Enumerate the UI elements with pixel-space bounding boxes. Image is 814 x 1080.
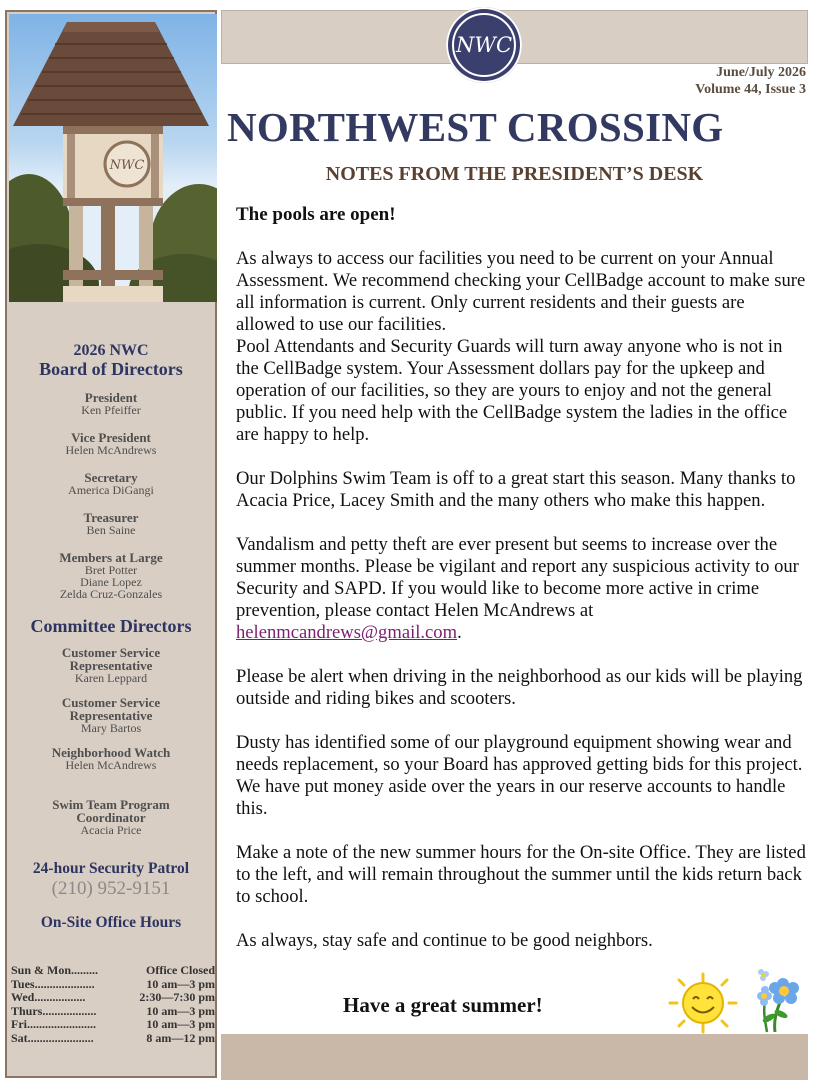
article-paragraph: Make a note of the new summer hours for the On-site Office. They are listed to the left, and will remain throughout the summer until the kids return back to school. — [236, 842, 806, 907]
board-name: Ben Saine — [86, 523, 136, 537]
bottom-band — [221, 1034, 808, 1080]
committee-name: Mary Bartos — [80, 721, 142, 735]
hours-day: Sat...................... — [11, 1030, 94, 1045]
board-list — [7, 391, 215, 600]
committee-role: Customer Service — [61, 695, 161, 710]
board-name: Bret Potter — [84, 563, 138, 577]
office-hours-table — [11, 964, 215, 1046]
committee-role: Coordinator — [76, 810, 146, 825]
article-body — [236, 204, 806, 974]
security-phone[interactable]: (210) 952-9151 — [51, 878, 171, 899]
committee-role: Customer Service — [61, 645, 161, 660]
office-hours-title: On-Site Office Hours — [40, 914, 182, 931]
hours-row — [11, 991, 215, 1005]
sidebar-directory — [7, 304, 215, 932]
article-paragraph — [236, 248, 806, 446]
issue-info — [695, 64, 806, 98]
committee-member — [7, 696, 215, 734]
board-member — [7, 511, 215, 536]
hours-day: Fri....................... — [11, 1017, 96, 1032]
hours-day: Sun & Mon......... — [11, 963, 99, 977]
board-role: Treasurer — [83, 510, 139, 525]
board-role: President — [84, 390, 138, 405]
hours-time: 8 am—12 pm — [146, 1030, 215, 1045]
board-member — [7, 431, 215, 456]
hours-row — [11, 1005, 215, 1019]
board-name: Helen McAndrews — [65, 443, 157, 457]
board-name: Diane Lopez — [80, 575, 142, 589]
board-member — [7, 391, 215, 416]
issue-date: June/July 2026 — [716, 65, 806, 80]
committee-title: Committee Directors — [30, 616, 192, 636]
hours-time: Office Closed — [146, 963, 215, 977]
article-paragraph: As always, stay safe and continue to be good neighbors. — [236, 930, 653, 951]
committee-name: Helen McAndrews — [65, 758, 157, 772]
article-text: . — [457, 622, 462, 643]
issue-volume: Volume 44, Issue 3 — [695, 82, 806, 97]
hours-time: 10 am—3 pm — [146, 1003, 215, 1018]
sidebar — [5, 10, 217, 1078]
article-paragraph: Please be alert when driving in the neighborhood as our kids will be playing outside and riding bikes and scooters. — [236, 666, 803, 709]
committee-member — [7, 646, 215, 684]
hours-row — [11, 1032, 215, 1046]
flowers-icon — [753, 966, 803, 1034]
hours-row — [11, 964, 215, 978]
hours-row — [11, 1018, 215, 1032]
email-link[interactable]: helenmcandrews@gmail.com — [236, 622, 458, 643]
committee-role: Representative — [69, 708, 153, 723]
committee-role: Swim Team Program — [52, 797, 170, 812]
article-paragraph — [236, 534, 806, 644]
masthead-title: NORTHWEST CROSSING — [227, 104, 724, 150]
committee-name: Karen Leppard — [74, 671, 148, 685]
hours-time: 10 am—3 pm — [146, 976, 215, 991]
article-paragraph: Our Dolphins Swim Team is off to a great start this season. Many thanks to Acacia Price, Lacey Smith and the many others who make this happen. — [236, 468, 796, 511]
board-member — [7, 471, 215, 496]
closing-line: Have a great summer! — [343, 993, 543, 1017]
committee-member — [7, 798, 215, 836]
hours-day: Wed................. — [11, 990, 86, 1005]
hours-day: Tues.................... — [11, 976, 95, 991]
security-title: 24-hour Security Patrol — [32, 860, 190, 877]
hours-day: Thurs.................. — [11, 1003, 97, 1018]
newsletter-main — [221, 10, 808, 1080]
board-title-year: 2026 NWC — [73, 342, 149, 359]
board-name: Ken Pfeiffer — [81, 403, 141, 417]
clock-tower-photo — [9, 14, 217, 302]
article-text: Pool Attendants and Security Guards will turn away anyone who is not in the CellBadge system. Your Assessment dollars pay for the upkeep and operation of our facilities, so they are yours to enjoy and not the general public. If you need help with the CellBadge system the ladies in the office are happy to help. — [236, 336, 788, 445]
nwc-logo — [446, 7, 522, 83]
board-title: Board of Directors — [39, 359, 183, 379]
hours-time: 2:30—7:30 pm — [139, 990, 215, 1005]
article-text: As always to access our facilities you need to be current on your Annual Assessment. We recommend checking your CellBadge account to make sure all information is current. Only current residents and their guests are allowed to use our facilities. — [236, 248, 806, 335]
board-name: Zelda Cruz-Gonzales — [59, 587, 163, 601]
article-lead: The pools are open! — [236, 204, 396, 225]
board-role: Secretary — [84, 470, 138, 485]
board-role: Members at Large — [59, 550, 163, 565]
hours-time: 10 am—3 pm — [146, 1017, 215, 1032]
board-name: America DiGangi — [68, 483, 154, 497]
hours-row — [11, 978, 215, 992]
board-role: Vice President — [71, 430, 151, 445]
committee-name: Acacia Price — [80, 823, 142, 837]
logo-text: NWC — [455, 33, 513, 57]
section-heading: NOTES FROM THE PRESIDENT’S DESK — [325, 163, 704, 185]
committee-member — [7, 746, 215, 771]
committee-role: Representative — [69, 658, 153, 673]
committee-role: Neighborhood Watch — [51, 745, 171, 760]
committee-list — [7, 646, 215, 836]
article-text: Vandalism and petty theft are ever present but seems to increase over the summer months. Please be vigilant and report any suspicious activity to our Security and SAPD. If you would like to become more active in crime prevention, please contact Helen McAndrews at — [236, 534, 799, 621]
smiling-sun-icon — [665, 972, 741, 1034]
svg-text:NWC: NWC — [109, 158, 145, 173]
article-paragraph: Dusty has identified some of our playground equipment showing wear and needs replacement, so your Board has approved getting bids for this project. We have put money aside over the years in our reserve accounts to handle this. — [236, 732, 803, 819]
board-member — [7, 551, 215, 600]
